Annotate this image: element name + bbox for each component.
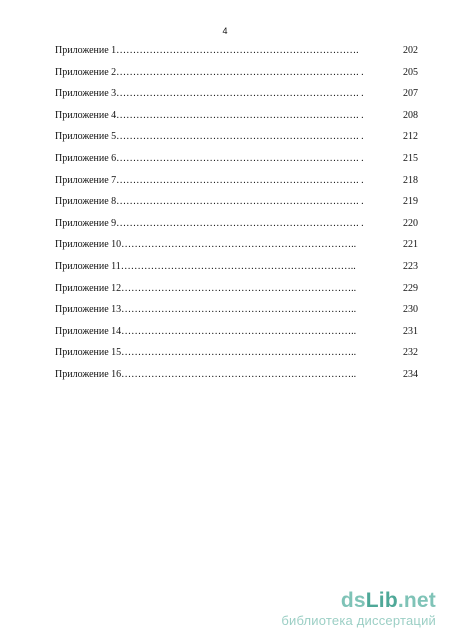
toc-entry-page: 231: [403, 325, 418, 337]
toc-entry-title: Приложение 5………………………………………………………………. .: [55, 131, 364, 143]
toc-entry-title: Приложение 14……………………………………………………………..: [55, 325, 357, 337]
toc-entry-title: Приложение 15……………………………………………………………..: [55, 347, 357, 359]
toc-row: [55, 218, 418, 240]
toc-entry-title: Приложение 16……………………………………………………………..: [55, 368, 357, 380]
toc-entry-page: 223: [403, 260, 418, 272]
toc-row: [55, 283, 418, 305]
toc-row: [55, 110, 418, 132]
toc-entry-page: 208: [403, 109, 418, 121]
toc-entry-page: 230: [403, 304, 418, 316]
table-of-contents: [55, 45, 418, 391]
logo-lib: Lib: [365, 589, 398, 612]
toc-row: [55, 88, 418, 110]
toc-entry-title: Приложение 10……………………………………………………………..: [55, 239, 357, 251]
toc-entry-title: Приложение 11……………………………………………………………..: [55, 260, 356, 272]
toc-row: [55, 304, 418, 326]
toc-entry-title: Приложение 1……………………………………………………………….: [55, 45, 359, 56]
toc-row: [55, 153, 418, 175]
toc-entry-title: Приложение 9………………………………………………………………. .: [55, 217, 364, 229]
logo-net: .net: [397, 589, 436, 612]
toc-entry-page: 234: [403, 368, 418, 380]
dslib-logo: [281, 589, 436, 613]
toc-row: [55, 131, 418, 153]
toc-row: [55, 239, 418, 261]
toc-entry-page: 207: [403, 88, 418, 100]
toc-row: [55, 45, 418, 67]
toc-entry-page: 202: [403, 45, 418, 56]
toc-entry-title: Приложение 3………………………………………………………………. .: [55, 88, 364, 100]
toc-entry-page: 220: [403, 217, 418, 229]
toc-row: [55, 196, 418, 218]
page-number: 4: [222, 26, 228, 36]
toc-entry-title: Приложение 13……………………………………………………………..: [55, 304, 357, 316]
toc-entry-page: 215: [403, 152, 418, 164]
toc-entry-page: 221: [403, 239, 418, 251]
toc-entry-page: 219: [403, 196, 418, 208]
toc-row: [55, 261, 418, 283]
toc-entry-page: 212: [403, 131, 418, 143]
toc-row: [55, 347, 418, 369]
toc-entry-page: 232: [403, 347, 418, 359]
toc-entry-title: Приложение 6………………………………………………………………. .: [55, 152, 364, 164]
logo-ds: ds: [340, 589, 366, 612]
toc-entry-title: Приложение 7………………………………………………………………. .: [55, 174, 364, 186]
toc-entry-page: 205: [403, 66, 418, 78]
toc-entry-title: Приложение 8………………………………………………………………. .: [55, 196, 364, 208]
toc-row: [55, 67, 418, 89]
toc-row: [55, 369, 418, 391]
toc-entry-title: Приложение 4………………………………………………………………. .: [55, 109, 364, 121]
toc-entry-page: 218: [403, 174, 418, 186]
watermark-tagline: библиотека диссертаций: [281, 613, 436, 628]
toc-entry-title: Приложение 2………………………………………………………………. .: [55, 66, 364, 78]
toc-entry-page: 229: [403, 282, 418, 294]
toc-entry-title: Приложение 12……………………………………………………………..: [55, 282, 357, 294]
toc-row: [55, 326, 418, 348]
watermark: [281, 589, 436, 628]
toc-row: [55, 175, 418, 197]
